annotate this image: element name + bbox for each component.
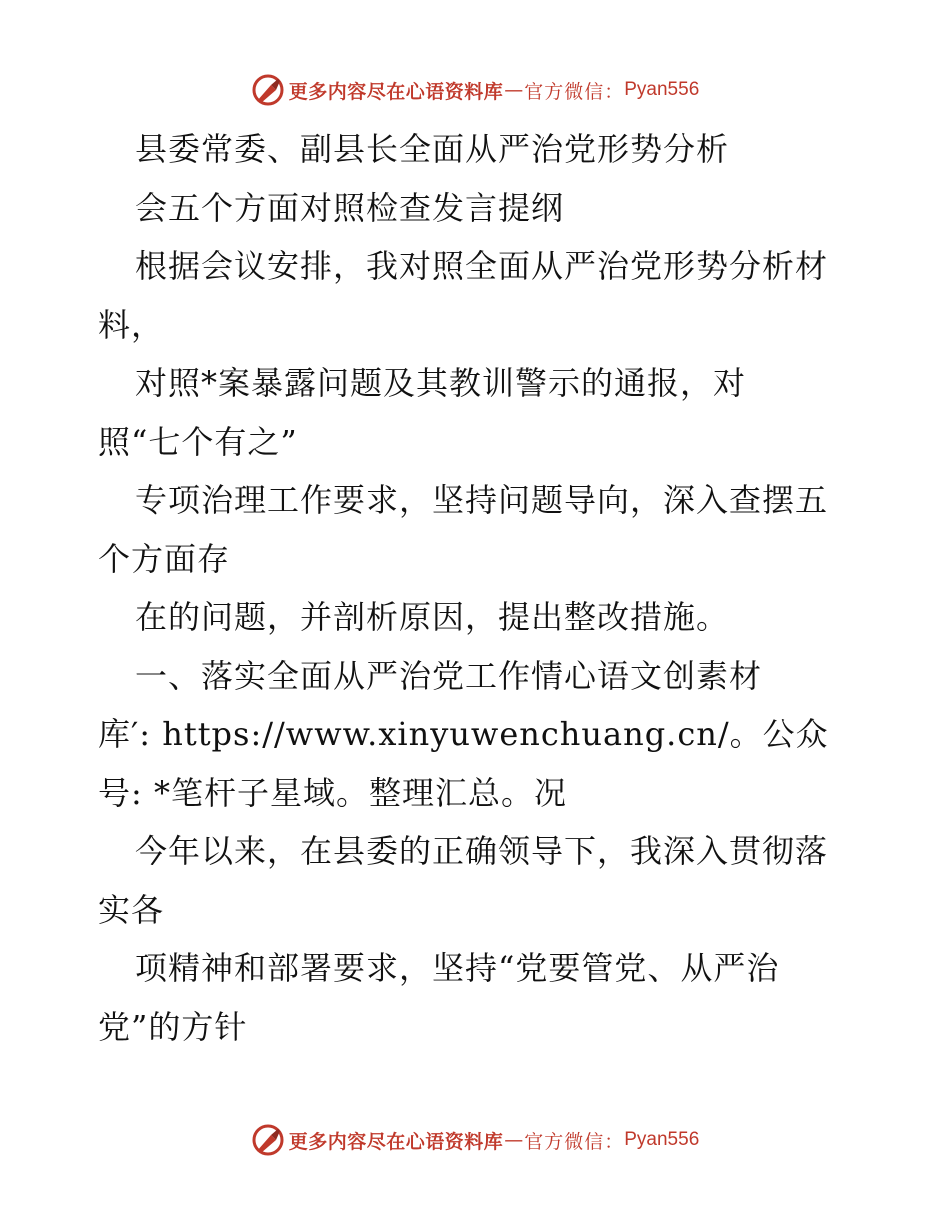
- section-heading-line: 一、落实全面从严治党工作情心语文创素材: [135, 656, 763, 695]
- paragraph-line: 在的问题，并剖析原因，提出整改措施。: [135, 598, 730, 636]
- footer-brand-text: 更多内容尽在心语资料库: [288, 1130, 504, 1153]
- header-brand-text: 更多内容尽在心语资料库: [288, 80, 504, 103]
- paragraph-line: 对照*案暴露问题及其教训警示的通报，对: [135, 364, 747, 402]
- document-title-line-1: 县委常委、副县长全面从严治党形势分析: [135, 130, 730, 168]
- paragraph-line: 根据会议安排，我对照全面从严治党形势分析材: [135, 247, 829, 285]
- paragraph-line: 专项治理工作要求，坚持问题导向，深入查摆五: [135, 481, 829, 519]
- footer-watermark-banner: [0, 1120, 950, 1160]
- pen-nib-logo-icon: [251, 73, 285, 107]
- paragraph-line: 项精神和部署要求，坚持“党要管党、从严治: [135, 949, 780, 987]
- paragraph-line: 照“七个有之”: [98, 422, 298, 461]
- document-body: [98, 120, 858, 1056]
- header-watermark-banner: [0, 70, 950, 110]
- paragraph-line: 党”的方针: [98, 1007, 248, 1046]
- header-wechat-label: 官方微信：: [524, 80, 625, 103]
- header-wechat-handle: Pyan556: [624, 79, 700, 100]
- paragraph-line: 实各: [98, 890, 165, 929]
- pen-nib-logo-icon: [251, 1123, 285, 1157]
- document-title-line-2: 会五个方面对照检查发言提纲: [135, 188, 565, 227]
- paragraph-line: 料，: [98, 305, 165, 344]
- paragraph-line: 今年以来，在县委的正确领导下，我深入贯彻落: [135, 832, 829, 870]
- paragraph-line: 个方面存: [98, 539, 231, 578]
- paragraph-line: 库′: https://www.xinyuwenchuang.cn/。公众: [98, 715, 829, 753]
- footer-wechat-handle: Pyan556: [624, 1129, 700, 1150]
- footer-wechat-label: 官方微信：: [524, 1130, 625, 1153]
- paragraph-line: 号: *笔杆子星域。整理汇总。况: [98, 773, 567, 812]
- header-separator: —: [504, 79, 524, 101]
- footer-separator: —: [504, 1129, 524, 1151]
